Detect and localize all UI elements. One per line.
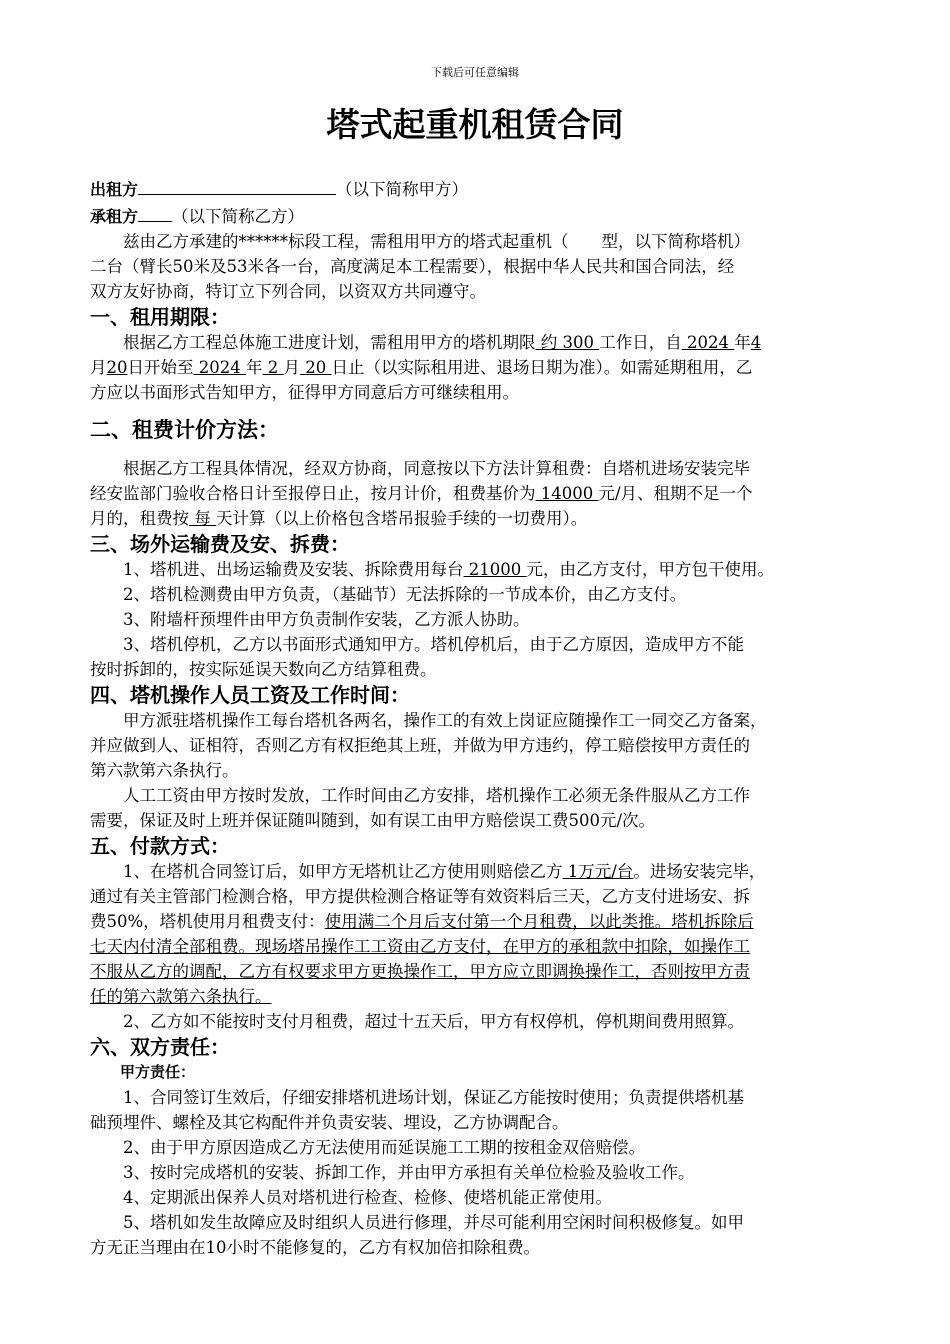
s6-item-1b: 础预埋件、螺栓及其它构配件并负责安装、埋设，乙方协调配合。 (90, 1113, 569, 1132)
s1-text-h: 日止（以实际租用进、退场日期为准）。如需延期租用，乙 (331, 358, 753, 377)
s2-paragraph (90, 456, 862, 531)
section-6-heading: 六、双方责任： (90, 1035, 230, 1059)
s6-subheading-lessor: 甲方责任： (120, 1063, 196, 1081)
section-2-heading: 二、租费计价方法： (90, 418, 279, 442)
s3-fee: 21000 (463, 560, 527, 579)
lessee-suffix: （以下简称乙方） (172, 207, 305, 226)
s1-start-month: 4 (750, 333, 762, 352)
s2-line-3b: 天计算（以上价格包含塔吊报验手续的一切费用）。 (216, 509, 588, 528)
section-1-heading: 一、租用期限： (90, 305, 230, 329)
s4-p1a: 甲方派驻塔机操作工每台塔机各两名，操作工的有效上岗证应随操作工一同交乙方备案， (123, 711, 767, 730)
lessor-suffix: （以下简称甲方） (336, 180, 469, 199)
s2-line-2b: 元/月、租期不足一个 (598, 484, 753, 503)
s1-end-month: 2 (262, 358, 284, 377)
s1-text-b: 工作日，自 (599, 333, 682, 352)
s5-p1b: 。进场安装完毕， (633, 862, 766, 881)
s4-paragraph-1 (90, 708, 862, 783)
s3-item-1b: 元，由乙方支付，甲方包干使用。 (526, 560, 774, 579)
s4-p2b: 需要，保证及时上班并保证随叫随到，如有误工由甲方赔偿误工费500元/次。 (90, 811, 656, 830)
s3-item-3: 3、附墙杆预埋件由甲方负责制作安装，乙方派人协助。 (123, 610, 530, 629)
s3-item-1 (90, 557, 862, 582)
s1-start-year: 2024 (681, 333, 735, 352)
s6-item-5 (90, 1210, 862, 1260)
s6-item-5a: 5、塔机如发生故障应及时组织人员进行修理，并尽可能利用空闲时间积极修复。如甲 (123, 1213, 744, 1232)
s1-text-a: 根据乙方工程总体施工进度计划，需租用甲方的塔机期限 (123, 333, 536, 352)
s1-end-year: 2024 (193, 358, 246, 377)
s3-item-4 (90, 632, 862, 682)
s2-line-3a: 月的，租费按 (90, 509, 189, 528)
s1-text-d: 月 (90, 358, 107, 377)
s6-item-2: 2、由于甲方原因造成乙方无法使用而延误施工工期的按租金双倍赔偿。 (123, 1138, 645, 1157)
s1-text-e: 日开始至 (127, 358, 194, 377)
section-3-heading: 三、场外运输费及安、拆费： (90, 532, 350, 556)
s1-end-day: 20 (299, 358, 332, 377)
s5-underlined-1: 使用满二个月后支付第一个月租费，以此类推。塔机拆除后 (324, 912, 754, 931)
s5-p1c: 通过有关主管部门检测合格，甲方提供检测合格证等有效资料后三天，乙方支付进场安、拆 (90, 887, 750, 906)
s2-line-1: 根据乙方工程具体情况，经双方协商，同意按以下方法计算租费：自塔机进场安装完毕 (123, 459, 750, 478)
intro-line-2: 二台（臂长50米及53米各一台，高度满足本工程需要），根据中华人民共和国合同法，经 (90, 257, 735, 276)
lessor-label: 出租方 (90, 180, 139, 199)
section-4-heading: 四、塔机操作人员工资及工作时间： (90, 683, 410, 707)
lessor-line (90, 175, 862, 202)
s3-item-2: 2、塔机检测费由甲方负责，（基础节）无法拆除的一节成本价，由乙方支付。 (123, 585, 687, 604)
lessee-name-blank (138, 202, 172, 222)
s4-p2a: 人工工资由甲方按时发放，工作时间由乙方安排，塔机操作工必须无条件服从乙方工作 (123, 786, 750, 805)
s1-text-c: 年 (734, 333, 751, 352)
intro-line-3: 双方友好协商，特订立下列合同，以资双方共同遵守。 (90, 282, 486, 301)
s3-item-4a: 3、塔机停机，乙方以书面形式通知甲方。塔机停机后，由于乙方原因，造成甲方不能 (123, 635, 744, 654)
s1-text-g: 月 (283, 358, 300, 377)
s2-per-unit: 每 (189, 509, 216, 528)
header-note: 下载后可任意编辑 (431, 66, 519, 79)
s4-p1b: 并应做到人、证相符，否则乙方有权拒绝其上班，并做为甲方违约，停工赔偿按甲方责任的 (90, 736, 750, 755)
s4-p1c: 第六款第六条执行。 (90, 761, 239, 780)
lessee-line (90, 202, 862, 229)
s5-compensation: 1万元/台 (562, 862, 634, 881)
s1-start-day: 20 (106, 358, 128, 377)
contract-title: 塔式起重机租赁合同 (326, 105, 624, 144)
s6-item-4: 4、定期派出保养人员对塔机进行检查、检修、使塔机能正常使用。 (123, 1188, 612, 1207)
s5-underlined-3: 不服从乙方的调配，乙方有权要求甲方更换操作工，甲方应立即调换操作工，否则按甲方责 (90, 962, 750, 981)
s3-item-4b: 按时拆卸的，按实际延误天数向乙方结算租费。 (90, 660, 437, 679)
s1-text-f: 年 (245, 358, 263, 377)
section-5-heading: 五、付款方式： (90, 834, 230, 858)
s5-paragraph-1 (90, 859, 862, 1009)
lessor-name-blank (138, 175, 336, 195)
s5-underlined-2: 七天内付清全部租费。现场塔吊操作工工资由乙方支付，在甲方的承租款中扣除，如操作工 (90, 937, 750, 956)
s6-item-1a: 1、合同签订生效后，仔细安排塔机进场计划，保证乙方能按时使用；负责提供塔机基 (123, 1088, 744, 1107)
intro-line-1: 兹由乙方承建的******标段工程，需租用甲方的塔式起重机（ 型，以下简称塔机） (123, 232, 750, 251)
s1-days: 约 300 (535, 333, 600, 352)
s5-p1a: 1、在塔机合同签订后，如甲方无塔机让乙方使用则赔偿乙方 (123, 862, 563, 881)
s2-base-price: 14000 (535, 484, 599, 503)
s1-line-3: 方应以书面形式告知甲方，征得甲方同意后方可继续租用。 (90, 383, 519, 402)
s3-item-1a: 1、塔机进、出场运输费及安装、拆除费用每台 (123, 560, 464, 579)
s6-item-1 (90, 1085, 862, 1135)
s5-p1d: 费50%，塔机使用月租费支付： (90, 912, 325, 931)
s1-paragraph (90, 330, 862, 405)
s6-item-5b: 方无正当理由在10小时不能修复的，乙方有权加倍扣除租费。 (90, 1238, 540, 1257)
contract-body (90, 175, 862, 1260)
s5-paragraph-2: 2、乙方如不能按时支付月租费，超过十五天后，甲方有权停机，停机期间费用照算。 (123, 1012, 744, 1031)
s2-line-2a: 经安监部门验收合格日计至报停日止，按月计价，租费基价为 (90, 484, 536, 503)
s4-paragraph-2 (90, 783, 862, 833)
s6-item-3: 3、按时完成塔机的安装、拆卸工作，并由甲方承担有关单位检验及验收工作。 (123, 1163, 695, 1182)
s5-underlined-4: 任的第六款第六条执行。 (90, 987, 272, 1006)
lessee-label: 承租方 (90, 207, 139, 226)
